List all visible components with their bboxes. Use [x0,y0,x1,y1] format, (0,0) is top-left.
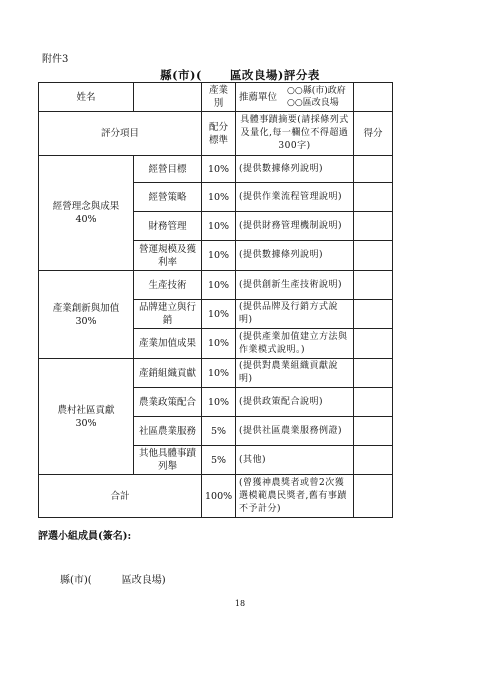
title-office: 區改良場)評分表 [229,68,320,82]
item-note[interactable]: (提供品牌及行銷方式說明) [236,300,354,329]
industry-label: 產業別 [202,83,236,112]
signature-office: 區改良場) [121,575,166,586]
item-label: 經營目標 [134,156,202,183]
form-title [0,67,480,83]
header-row [39,83,393,112]
item-note[interactable]: (提供產業加值建立方法與作業模式說明。) [236,329,354,359]
item-label: 其他具體事蹟列舉 [134,446,202,475]
table-row [39,359,393,388]
item-label: 社區農業服務 [134,417,202,446]
col-header-item: 評分項目 [39,112,202,156]
score-cell[interactable] [354,359,393,388]
item-note[interactable]: (提供數據條列說明) [236,156,354,183]
score-cell[interactable] [354,156,393,183]
item-label: 產銷組織貢獻 [134,359,202,388]
item-weight: 10% [202,359,236,388]
item-weight: 10% [202,156,236,183]
item-weight: 10% [202,300,236,329]
group-weight: 30% [75,417,97,429]
table-row [39,271,393,300]
item-weight: 5% [202,417,236,446]
group-name: 農村社區貢獻 [57,404,115,416]
item-label: 品牌建立與行銷 [134,300,202,329]
item-weight: 10% [202,271,236,300]
item-label: 農業政策配合 [134,388,202,417]
total-row [39,475,393,518]
attachment-label: 附件3 [42,54,69,65]
score-cell[interactable] [354,446,393,475]
col-header-summary: 具體事蹟摘要(請採條列式及量化,每一欄位不得超過300字) [236,112,354,156]
score-cell[interactable] [354,388,393,417]
signature-line [60,571,166,586]
item-weight: 10% [202,183,236,212]
item-note[interactable]: (提供對農業組織貢獻說明) [236,359,354,388]
item-note[interactable]: (提供創新生產技術說明) [236,271,354,300]
total-note: (曾獲神農獎者或曾2次獲選模範農民獎者,舊有事蹟不予計分) [236,475,354,518]
signature-county: 縣(市)( [60,575,92,586]
col-header-score: 得分 [354,112,393,156]
item-weight: 5% [202,446,236,475]
group-cell [39,359,134,475]
item-label: 財務管理 [134,212,202,241]
group-cell [39,271,134,359]
recommend-unit-cell [236,83,354,112]
item-label: 產業加值成果 [134,329,202,359]
item-weight: 10% [202,241,236,271]
item-note[interactable]: (提供作業流程管理說明) [236,183,354,212]
item-label: 生產技術 [134,271,202,300]
group-cell [39,156,134,271]
name-label: 姓名 [39,83,134,112]
group-name: 產業創新與加值 [52,302,120,314]
score-cell[interactable] [354,329,393,359]
title-county: 縣(市)( [160,68,202,82]
total-label: 合計 [39,475,202,518]
recommend-unit-label: 推薦單位 [239,91,278,103]
group-weight: 40% [75,214,97,225]
item-note[interactable]: (提供社區農業服務例證) [236,417,354,446]
scoring-table [38,82,393,518]
table-row [39,156,393,183]
page-number: 18 [234,599,246,608]
item-label: 營運規模及獲利率 [134,241,202,271]
col-header-weight: 配分標準 [202,112,236,156]
item-weight: 10% [202,329,236,359]
item-weight: 10% [202,212,236,241]
score-cell[interactable] [354,271,393,300]
score-cell[interactable] [354,300,393,329]
total-score-cell[interactable] [354,475,393,518]
recommend-unit-blank [354,83,393,112]
score-cell[interactable] [354,183,393,212]
group-name: 經營理念與成果 [52,201,120,212]
total-weight: 100% [202,475,236,518]
item-note[interactable]: (提供數據條列說明) [236,241,354,271]
item-note[interactable]: (提供財務管理機制說明) [236,212,354,241]
group-weight: 30% [75,315,97,327]
committee-label: 評選小組成員(簽名): [38,531,132,542]
unit-option-county[interactable]: ○○縣(市)政府 [287,86,346,96]
score-cell[interactable] [354,212,393,241]
column-header-row [39,112,393,156]
item-label: 經營策略 [134,183,202,212]
score-cell[interactable] [354,417,393,446]
item-weight: 10% [202,388,236,417]
unit-option-station[interactable]: ○○區改良場 [287,98,339,108]
score-cell[interactable] [354,241,393,271]
item-note[interactable]: (其他) [236,446,354,475]
name-value-cell[interactable] [134,83,202,112]
item-note[interactable]: (提供政策配合說明) [236,388,354,417]
